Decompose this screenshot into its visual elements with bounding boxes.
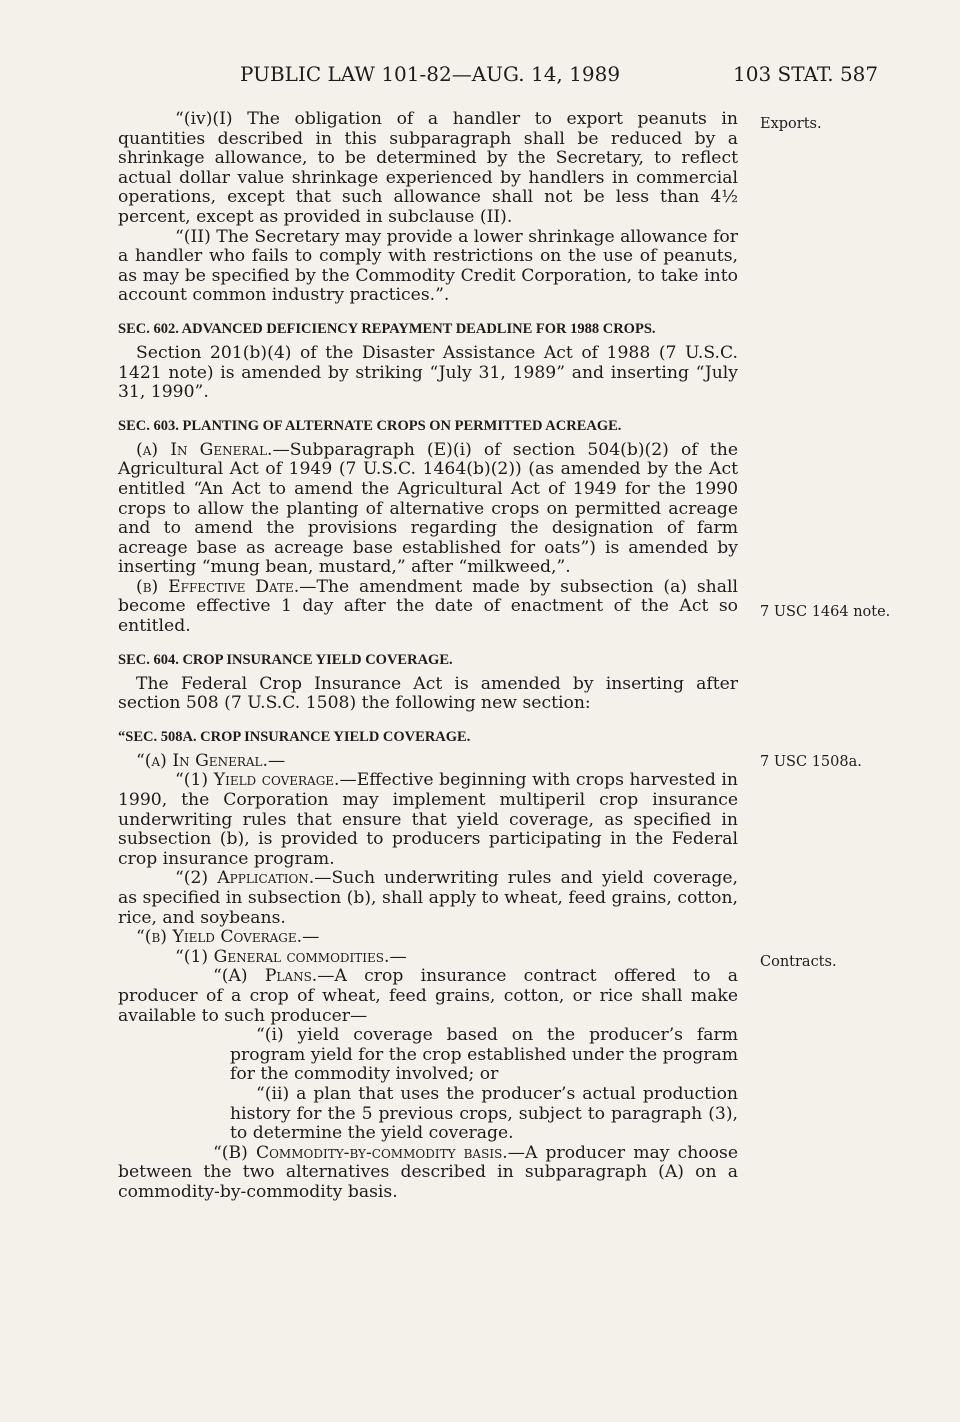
section-603-b-label: (b) Effective Date. bbox=[136, 576, 300, 597]
paragraph-a2 bbox=[118, 869, 738, 928]
subparagraph-bB-text: —A producer may choose between the two alternatives described in subparagraph (A) on a commodity-by-commodity basis. bbox=[118, 1142, 738, 1202]
section-602-heading: SEC. 602. ADVANCED DEFICIENCY REPAYMENT DEADLINE FOR 1988 CROPS. bbox=[118, 320, 656, 337]
subparagraph-bA bbox=[118, 967, 738, 1026]
section-603-heading: SEC. 603. PLANTING OF ALTERNATE CROPS ON PERMITTED ACREAGE. bbox=[118, 417, 622, 434]
stat-page-number: 103 STAT. 587 bbox=[733, 62, 879, 86]
margin-note-usc-1508a: 7 USC 1508a. bbox=[760, 754, 862, 770]
law-citation: PUBLIC LAW 101-82—AUG. 14, 1989 bbox=[240, 62, 621, 86]
margin-note-contracts: Contracts. bbox=[760, 954, 837, 970]
section-602-text: Section 201(b)(4) of the Disaster Assistance Act of 1988 (7 U.S.C. 1421 note) is amended by striking “July 31, 1989” and inserting “July 31, 1990”. bbox=[118, 342, 738, 403]
subsection-a-label: “(a) In General. bbox=[136, 750, 268, 771]
section-603-b-text: —The amendment made by subsection (a) shall become effective 1 day after the date of enactment of the Act so entitled. bbox=[118, 576, 738, 637]
subparagraph-bA-text: —A crop insurance contract offered to a producer of a crop of wheat, feed grains, cotton, or rice shall make available to such producer— bbox=[118, 966, 738, 1026]
subsection-b-label: “(b) Yield Coverage. bbox=[136, 927, 303, 948]
subparagraph-bB-label: “(B) Commodity-by-commodity basis. bbox=[213, 1142, 508, 1163]
paragraph-b1-heading bbox=[118, 948, 738, 968]
clause-bAi: “(i) yield coverage based on the producer’s farm program yield for the crop established under the program for the commodity involved; or bbox=[230, 1025, 738, 1085]
subparagraph-bA-label: “(A) Plans. bbox=[213, 966, 318, 987]
subsection-a-heading bbox=[118, 752, 738, 772]
section-603-b bbox=[118, 578, 738, 637]
paragraph-a1-text: —Effective beginning with crops harvested in 1990, the Corporation may implement multiperil crop insurance underwriting rules that ensure that yield coverage, as specified in subsection (b), is provided to producers participating in the Federal crop insurance program. bbox=[118, 770, 738, 869]
clause-bAii: “(ii) a plan that uses the producer’s actual production history for the 5 previous crops, subject to paragraph (3), to determine the yield coverage. bbox=[230, 1083, 738, 1144]
subsection-b-dash: — bbox=[302, 927, 320, 948]
page-header bbox=[0, 62, 960, 92]
paragraph-a1-label: “(1) Yield coverage. bbox=[175, 770, 340, 791]
margin-note-usc-1464: 7 USC 1464 note. bbox=[760, 604, 891, 620]
paragraph-a2-label: “(2) Application. bbox=[175, 868, 315, 889]
paragraph-b1-dash: — bbox=[389, 946, 407, 967]
section-604-heading: SEC. 604. CROP INSURANCE YIELD COVERAGE. bbox=[118, 651, 453, 668]
section-508a-heading: “SEC. 508A. CROP INSURANCE YIELD COVERAGE. bbox=[118, 728, 471, 745]
main-text-column bbox=[118, 110, 738, 1203]
paragraph-b1-label: “(1) General commodities. bbox=[175, 946, 390, 967]
section-604-text: The Federal Crop Insurance Act is amended by inserting after section 508 (7 U.S.C. 1508) the following new section: bbox=[118, 673, 738, 714]
paragraph-a1 bbox=[118, 771, 738, 869]
subsection-b-heading bbox=[118, 928, 738, 948]
paragraph-iv-i: “(iv)(I) The obligation of a handler to export peanuts in quantities described in this subparagraph shall be reduced by a shrinkage allowance, to be determined by the Secretary, to reflect actual dollar value shrinkage experienced by handlers in commercial operations, except that such allowance shall not be less than 4½ percent, except as provided in subclause (II). bbox=[118, 109, 738, 227]
section-603-a bbox=[118, 441, 738, 578]
section-603-a-label: (a) In General. bbox=[136, 439, 273, 460]
section-603-a-text: —Subparagraph (E)(i) of section 504(b)(2) of the Agricultural Act of 1949 (7 U.S.C. 1464(b)(2)) (as amended by the Act entitled “An Act to amend the Agricultural Act of 1949 for the 1990 crops to allow the planting of alternative crops on permitted acreage and to amend the provisions regarding the designation of farm acreage base as acreage base established for oats”) is amended by inserting “mung bean, mustard,” after “milkweed,”. bbox=[118, 439, 738, 578]
subparagraph-bB bbox=[118, 1144, 738, 1203]
paragraph-a2-text: —Such underwriting rules and yield coverage, as specified in subsection (b), shall apply to wheat, feed grains, cotton, rice, and soybeans. bbox=[118, 868, 739, 928]
paragraph-ii: “(II) The Secretary may provide a lower shrinkage allowance for a handler who fails to comply with restrictions on the use of peanuts, as may be specified by the Commodity Credit Corporation, to take into account common industry practices.”. bbox=[118, 226, 738, 306]
margin-note-exports: Exports. bbox=[760, 116, 822, 132]
subsection-a-dash: — bbox=[267, 750, 286, 771]
